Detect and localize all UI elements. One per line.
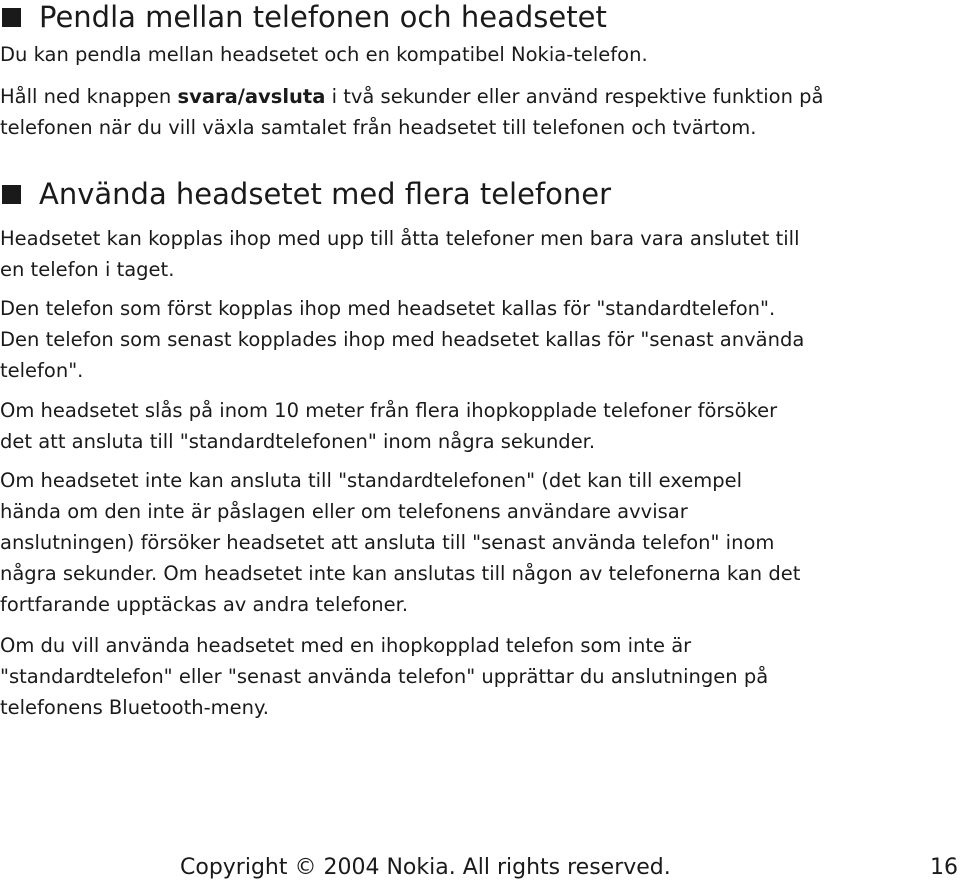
paragraph-line: hända om den inte är påslagen eller om telefonens användare avvisar [0,500,688,523]
paragraph-line: fortfarande upptäckas av andra telefoner. [0,593,409,616]
paragraph-default-phone [0,293,804,386]
square-bullet-icon [2,8,21,27]
paragraph-manual-connection [0,630,768,723]
page-number: 16 [930,855,958,880]
paragraph-pairing-limit [0,223,800,285]
paragraph-compatibility [0,39,648,70]
paragraph-line: Om du vill använda headsetet med en ihopkopplad telefon som inte är [0,634,692,657]
answer-end-key-label: svara/avsluta [177,85,326,108]
paragraph-line: telefonens Bluetooth-meny. [0,696,269,719]
paragraph-line: anslutningen) försöker headsetet att ansluta till "senast använda telefon" inom [0,531,775,554]
paragraph-line: Om headsetet inte kan ansluta till "standardtelefonen" (det kan till exempel [0,469,743,492]
section-heading-text: Pendla mellan telefonen och headsetet [39,0,607,34]
paragraph-line: telefon". [0,359,84,382]
paragraph-line: det att ansluta till "standardtelefonen" inom några sekunder. [0,430,596,453]
paragraph-line: Du kan pendla mellan headsetet och en kompatibel Nokia-telefon. [0,43,648,66]
paragraph-line-start: Håll ned knappen [0,85,178,108]
paragraph-switch-instructions [0,81,823,143]
paragraph-line: några sekunder. Om headsetet inte kan anslutas till någon av telefonerna kan det [0,562,801,585]
paragraph-range-connection [0,395,777,457]
square-bullet-icon [2,185,21,204]
page-footer [0,851,960,885]
section-heading-switching [0,0,607,34]
paragraph-line: Den telefon som först kopplas ihop med headsetet kallas för "standardtelefon". [0,297,776,320]
paragraph-line: Om headsetet slås på inom 10 meter från flera ihopkopplade telefoner försöker [0,399,778,422]
paragraph-line: en telefon i taget. [0,258,175,281]
copyright-notice: Copyright © 2004 Nokia. All rights reserved. [180,855,671,880]
section-heading-text: Använda headsetet med flera telefoner [39,177,612,211]
section-heading-multiple-phones [0,177,611,211]
paragraph-line: Den telefon som senast kopplades ihop med headsetet kallas för "senast använda [0,328,805,351]
paragraph-line-end: i två sekunder eller använd respektive funktion på [325,85,824,108]
paragraph-fallback-connection [0,465,800,620]
paragraph-line: Headsetet kan kopplas ihop med upp till åtta telefoner men bara vara anslutet till [0,227,800,250]
paragraph-line: telefonen när du vill växla samtalet från headsetet till telefonen och tvärtom. [0,116,757,139]
paragraph-line: "standardtelefon" eller "senast använda telefon" upprättar du anslutningen på [0,665,769,688]
